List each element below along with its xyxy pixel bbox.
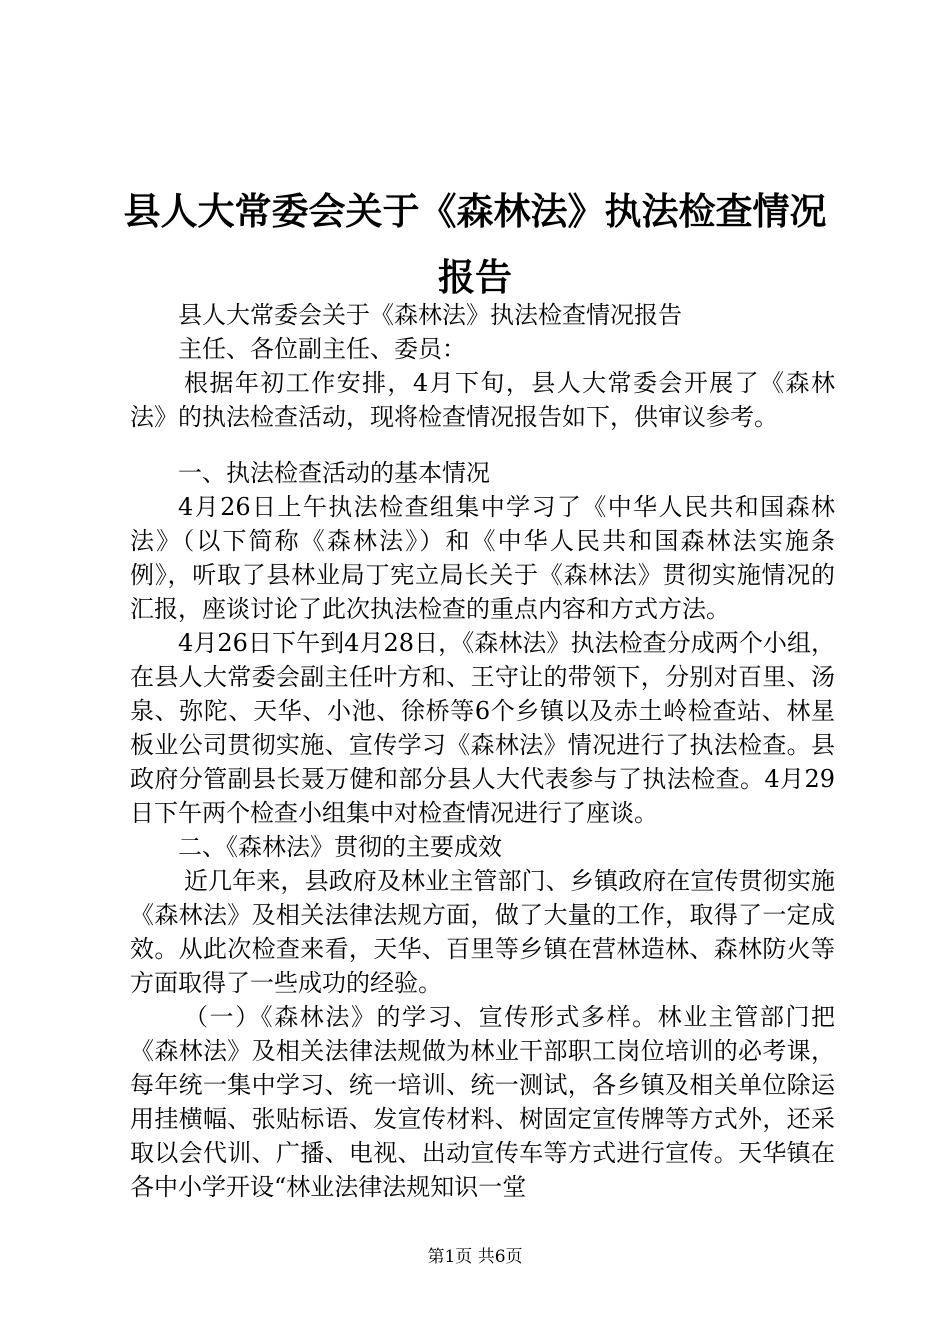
body-paragraph: 4月26日上午执法检查组集中学习了《中华人民共和国森林法》（以下简称《森林法》）和《中华人民共和国森林法实施条例》，听取了县林业局丁宪立局长关于《森林法》贯彻实施情况的汇报，座谈讨论了此次执法检查的重点内容和方式方法。 — [130, 493, 835, 623]
body-paragraph: 近几年来，县政府及林业主管部门、乡镇政府在宣传贯彻实施《森林法》及相关法律法规方面，做了大量的工作，取得了一定成效。从此次检查来看，天华、百里等乡镇在营林造林、森林防火等方面取得了一些成功的经验。 — [130, 867, 835, 997]
section-heading-2: 二、《森林法》贯彻的主要成效 — [178, 833, 502, 861]
document-body — [130, 298, 835, 1204]
subtitle-line: 县人大常委会关于《森林法》执法检查情况报告 — [178, 301, 682, 329]
intro-paragraph: 根据年初工作安排，4月下旬，县人大常委会开展了《森林法》的执法检查活动，现将检查情况报告如下，供审议参考。 — [130, 369, 835, 431]
document-title: 县人大常委会关于《森林法》执法检查情况报告 — [123, 189, 827, 299]
salutation: 主任、各位副主任、委员： — [178, 335, 466, 363]
page-number-footer: 第1页 共6页 — [427, 1247, 523, 1267]
body-paragraph: 4月26日下午到4月28日，《森林法》执法检查分成两个小组，在县人大常委会副主任叶方和、王守让的带领下，分别对百里、汤泉、弥陀、天华、小池、徐桥等6个乡镇以及赤土岭检查站、林星板业公司贯彻实施、宣传学习《森林法》情况进行了执法检查。县政府分管副县长聂万健和部分县人大代表参与了执法检查。4月29日下午两个检查小组集中对检查情况进行了座谈。 — [130, 629, 835, 827]
paragraph-gap — [130, 434, 835, 456]
body-paragraph: （一）《森林法》的学习、宣传形式多样。林业主管部门把《森林法》及相关法律法规做为林业干部职工岗位培训的必考课，每年统一集中学习、统一培训、统一测试，各乡镇及相关单位除运用挂横幅、张贴标语、发宣传材料、树固定宣传牌等方式外，还采取以会代训、广播、电视、出动宣传车等方式进行宣传。天华镇在各中小学开设“林业法律法规知识一堂 — [130, 1003, 835, 1201]
section-heading-1: 一、执法检查活动的基本情况 — [178, 459, 490, 487]
